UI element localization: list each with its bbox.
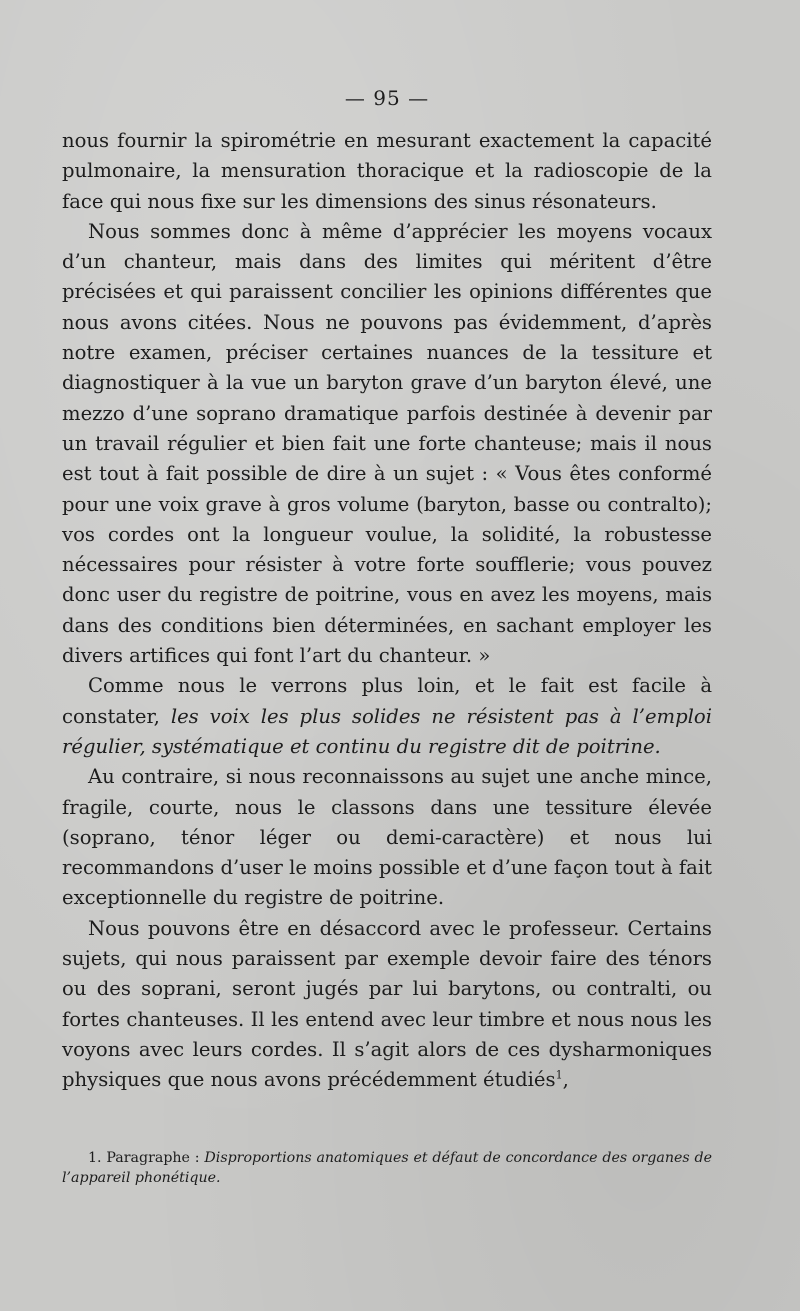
- paragraph-5-text: Nous pouvons être en désaccord avec le professeur. Certains sujets, qui nous paraissent par exemple devoir faire des ténors ou des soprani, seront jugés par lui barytons, ou contralti, ou fortes chanteuses. Il les entend avec leur timbre et nous nous les voyons avec leurs cordes. Il s’agit alors de ces dysharmoniques physiques que nous avons précédemment étudiés: [62, 916, 712, 1092]
- paragraph-2: Nous sommes donc à même d’apprécier les moyens vocaux d’un chanteur, mais dans des limites qui méritent d’être précisées et qui paraissent concilier les opinions différentes que nous avons citées. Nous ne pouvons pas évidemment, d’après notre examen, préciser certaines nuances de la tessiture et diagnostiquer à la vue un baryton grave d’un baryton élevé, une mezzo d’une soprano dramatique parfois destinée à devenir par un travail régulier et bien fait une forte chanteuse; mais il nous est tout à fait possible de dire à un sujet : « Vous êtes conformé pour une voix grave à gros volume (baryton, basse ou contralto); vos cordes ont la longueur voulue, la solidité, la robustesse nécessaires pour résister à votre forte soufflerie; vous pouvez donc user du registre de poitrine, vous en avez les moyens, mais dans des conditions bien déterminées, en sachant employer les divers artifices qui font l’art du chanteur. »: [62, 219, 712, 668]
- book-page: [62, 0, 712, 1311]
- footnote-marker: 1.: [88, 1150, 102, 1166]
- footnote-label: Paragraphe :: [106, 1150, 200, 1166]
- paragraph-3: [62, 671, 712, 762]
- footnote: [62, 1148, 712, 1188]
- paragraph-1: nous fournir la spirométrie en mesurant exactement la capacité pulmonaire, la mensuration thoracique et la radioscopie de la face qui nous fixe sur les dimensions des sinus résonateurs.: [62, 129, 712, 213]
- paragraph-3-text: Comme nous le verrons plus loin, et le fait est facile à constater,: [62, 674, 712, 728]
- paragraph-3-emphasis: les voix les plus solides ne résistent pas à l’emploi régulier, systématique et continu du registre dit de poitrine.: [62, 704, 712, 758]
- body-text: [62, 126, 712, 1096]
- paragraph-5: [62, 914, 712, 1096]
- page-number: — 95 —: [344, 86, 430, 110]
- footnote-reference[interactable]: 1: [555, 1068, 563, 1082]
- paragraph-5-end: ,: [562, 1068, 569, 1092]
- footnote-title: Disproportions anatomiques et défaut de concordance des organes de l’appareil phonétique.: [62, 1150, 712, 1186]
- paragraph-4: Au contraire, si nous reconnaissons au sujet une anche mince, fragile, courte, nous le classons dans une tessiture élevée (soprano, ténor léger ou demi-caractère) et nous lui recommandons d’user le moins possible et d’une façon tout à fait exceptionnelle du registre de poitrine.: [62, 765, 712, 910]
